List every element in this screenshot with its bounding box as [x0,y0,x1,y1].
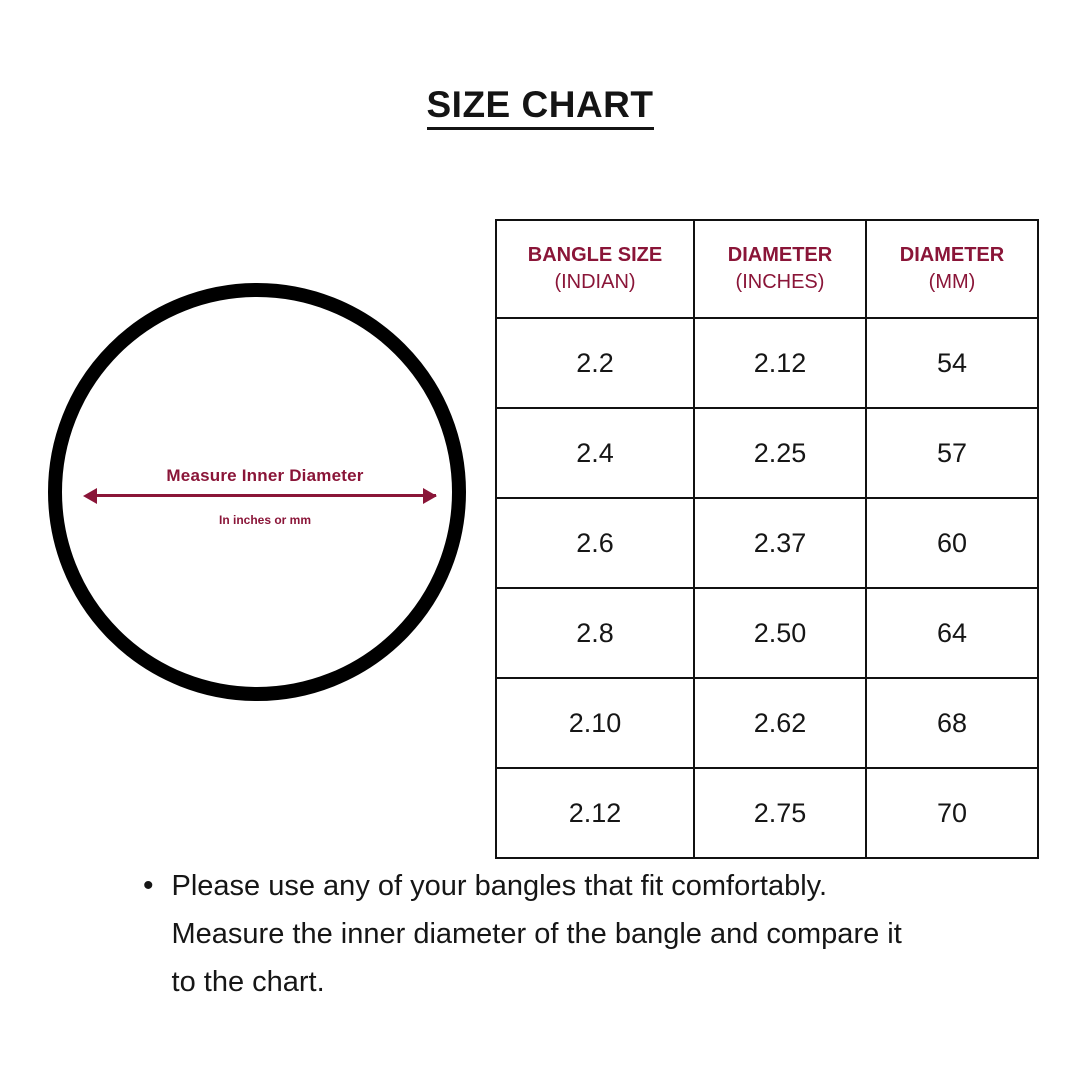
bullet-icon: • [143,869,154,902]
cell-bangle-size: 2.2 [496,318,694,408]
column-header-diameter-mm [866,220,1038,318]
cell-bangle-size: 2.6 [496,498,694,588]
cell-diameter-mm: 60 [866,498,1038,588]
cell-diameter-inches: 2.75 [694,768,866,858]
table-row [496,768,1038,858]
cell-diameter-mm: 64 [866,588,1038,678]
column-header-bangle-size [496,220,694,318]
column-header-diameter-inches [694,220,866,318]
cell-diameter-mm: 70 [866,768,1038,858]
table-row [496,678,1038,768]
page-title [0,84,1080,126]
cell-diameter-mm: 68 [866,678,1038,768]
cell-bangle-size: 2.4 [496,408,694,498]
diameter-arrow-line [91,494,436,497]
cell-diameter-inches: 2.62 [694,678,866,768]
cell-bangle-size: 2.10 [496,678,694,768]
table-row [496,408,1038,498]
cell-diameter-inches: 2.25 [694,408,866,498]
measure-sublabel: In inches or mm [218,513,312,527]
column-header-main: BANGLE SIZE [527,244,663,266]
column-header-main: DIAMETER [727,244,833,266]
cell-diameter-mm: 54 [866,318,1038,408]
bangle-ring-icon [48,283,466,701]
cell-diameter-inches: 2.37 [694,498,866,588]
column-header-unit: (MM) [928,271,976,293]
cell-diameter-inches: 2.12 [694,318,866,408]
column-header-unit: (INCHES) [735,271,825,293]
size-table [495,219,1039,859]
size-table-container [495,219,1037,859]
table-row [496,318,1038,408]
bangle-illustration [45,278,485,728]
table-header-row [496,220,1038,318]
instruction-note [143,862,943,1006]
column-header-main: DIAMETER [899,244,1005,266]
cell-diameter-mm: 57 [866,408,1038,498]
cell-bangle-size: 2.12 [496,768,694,858]
column-header-unit: (INDIAN) [554,271,636,293]
cell-diameter-inches: 2.50 [694,588,866,678]
table-row [496,498,1038,588]
cell-bangle-size: 2.8 [496,588,694,678]
arrow-right-icon [423,488,437,504]
table-row [496,588,1038,678]
instruction-text: Please use any of your bangles that fit comfortably. Measure the inner diameter of the bangle and compare it to the chart. [171,870,902,998]
measure-label: Measure Inner Diameter [166,466,364,485]
page-title-text: SIZE CHART [427,84,654,130]
